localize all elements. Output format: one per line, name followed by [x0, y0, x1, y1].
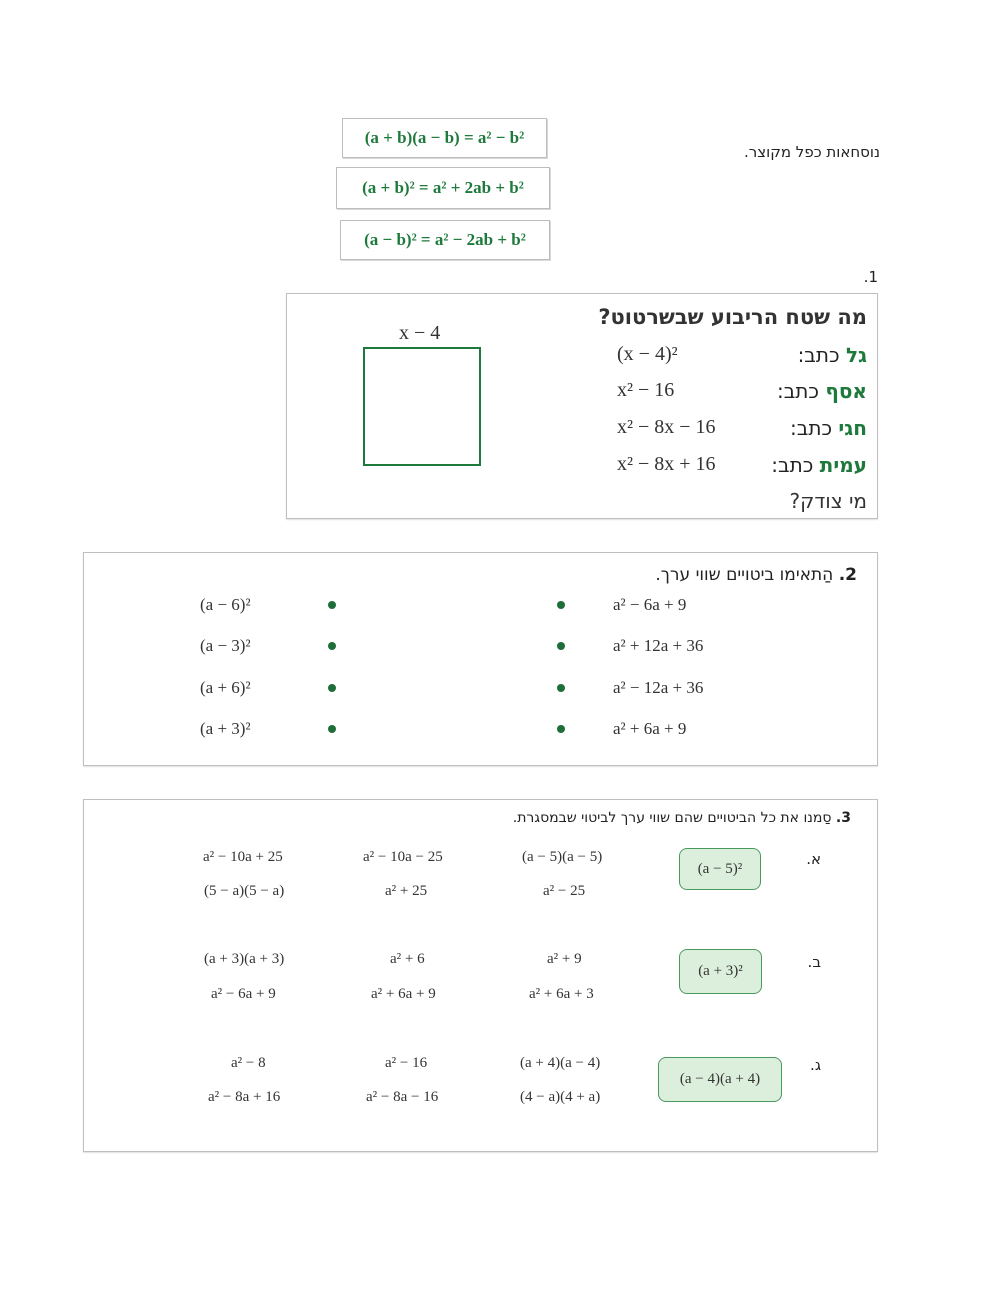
- q3-target-expr: (a − 5)²: [679, 848, 761, 890]
- q1-row-asaf: [777, 379, 867, 403]
- q3-option[interactable]: a² − 10a − 25: [363, 849, 443, 865]
- q2-right-expr: a² + 6a + 9: [613, 719, 687, 738]
- q2-right-dot[interactable]: [557, 725, 565, 733]
- verb: כתב:: [771, 453, 814, 477]
- q2-panel: [83, 552, 878, 766]
- q3-option[interactable]: a² + 9: [547, 951, 582, 967]
- q2-left-dot[interactable]: [328, 601, 336, 609]
- q3-target-expr: (a + 3)²: [679, 949, 762, 994]
- q2-left-expr: (a − 3)²: [200, 636, 251, 655]
- q2-right-dot[interactable]: [557, 601, 565, 609]
- formulas-title: נוסחאות כפל מקוצר.: [743, 143, 880, 161]
- q3-letter-bet: ב.: [807, 953, 821, 971]
- formula-square-of-difference: (a − b)² = a² − 2ab + b²: [340, 220, 550, 260]
- formula-difference-of-squares: (a + b)(a − b) = a² − b²: [342, 118, 547, 158]
- q3-target-expr: (a − 4)(a + 4): [658, 1057, 782, 1102]
- student-name-gal: גל: [845, 343, 867, 367]
- verb: כתב:: [776, 379, 819, 403]
- q2-right-expr: a² − 12a + 36: [613, 678, 704, 697]
- q3-letter-gimel: ג.: [810, 1056, 821, 1074]
- formula-square-of-sum: (a + b)² = a² + 2ab + b²: [336, 167, 550, 209]
- q1-row-amit: [771, 453, 867, 477]
- q3-option[interactable]: (4 − a)(4 + a): [520, 1089, 601, 1105]
- q3-number: 3.: [835, 810, 851, 826]
- q3-letter-alef: א.: [806, 850, 821, 868]
- q2-left-expr: (a − 6)²: [200, 595, 251, 614]
- q2-left-dot[interactable]: [328, 642, 336, 650]
- student-name-amit: עמית: [819, 453, 867, 477]
- q3-option[interactable]: a² − 25: [543, 883, 586, 899]
- q3-option[interactable]: a² − 6a + 9: [211, 986, 276, 1002]
- q3-option[interactable]: a² + 6a + 3: [529, 986, 594, 1002]
- verb: כתב:: [790, 416, 833, 440]
- q2-left-expr: (a + 6)²: [200, 678, 251, 697]
- q3-option[interactable]: (a + 3)(a + 3): [204, 951, 285, 967]
- q2-number: 2.: [838, 565, 857, 585]
- q2-header: [655, 565, 857, 585]
- q3-header: [513, 810, 851, 826]
- q2-left-dot[interactable]: [328, 725, 336, 733]
- q2-left-dot[interactable]: [328, 684, 336, 692]
- verb: כתב:: [797, 343, 840, 367]
- q3-option[interactable]: a² + 6: [390, 951, 425, 967]
- q3-option[interactable]: a² + 6a + 9: [371, 986, 436, 1002]
- q2-right-expr: a² + 12a + 36: [613, 636, 704, 655]
- q3-option[interactable]: (a + 4)(a − 4): [520, 1055, 601, 1071]
- q2-right-dot[interactable]: [557, 684, 565, 692]
- q3-option[interactable]: (5 − a)(5 − a): [204, 883, 285, 899]
- answer-hagai: x² − 8x − 16: [617, 416, 716, 438]
- q3-option[interactable]: a² − 10a + 25: [203, 849, 283, 865]
- q1-who-is-right: מי צודק?: [789, 489, 867, 513]
- q3-title: סַמנו את כל הביטויים שהם שווי ערך לביטוי שבמסגרת.: [512, 810, 832, 826]
- square-side-label: x − 4: [399, 322, 441, 344]
- answer-amit: x² − 8x + 16: [617, 453, 716, 475]
- answer-asaf: x² − 16: [617, 379, 675, 401]
- q1-panel: [286, 293, 878, 519]
- q3-panel: [83, 799, 878, 1152]
- q1-number: 1.: [863, 268, 878, 286]
- q2-right-dot[interactable]: [557, 642, 565, 650]
- q2-right-expr: a² − 6a + 9: [613, 595, 687, 614]
- answer-gal: (x − 4)²: [617, 343, 678, 365]
- q3-option[interactable]: (a − 5)(a − 5): [522, 849, 603, 865]
- q3-option[interactable]: a² − 16: [385, 1055, 428, 1071]
- student-name-asaf: אסף: [825, 379, 867, 403]
- student-name-hagai: חגי: [838, 416, 867, 440]
- q3-option[interactable]: a² − 8: [231, 1055, 266, 1071]
- q3-option[interactable]: a² − 8a − 16: [366, 1089, 439, 1105]
- q1-row-gal: [798, 343, 867, 367]
- q3-option[interactable]: a² + 25: [385, 883, 428, 899]
- q2-left-expr: (a + 3)²: [200, 719, 251, 738]
- q1-row-hagai: [790, 416, 867, 440]
- q3-option[interactable]: a² − 8a + 16: [208, 1089, 281, 1105]
- square-drawing: [363, 347, 481, 466]
- q1-question: מה שטח הריבוע שבשרטוט?: [598, 305, 867, 329]
- q2-title: הַתאימו ביטויים שווי ערך.: [655, 565, 834, 585]
